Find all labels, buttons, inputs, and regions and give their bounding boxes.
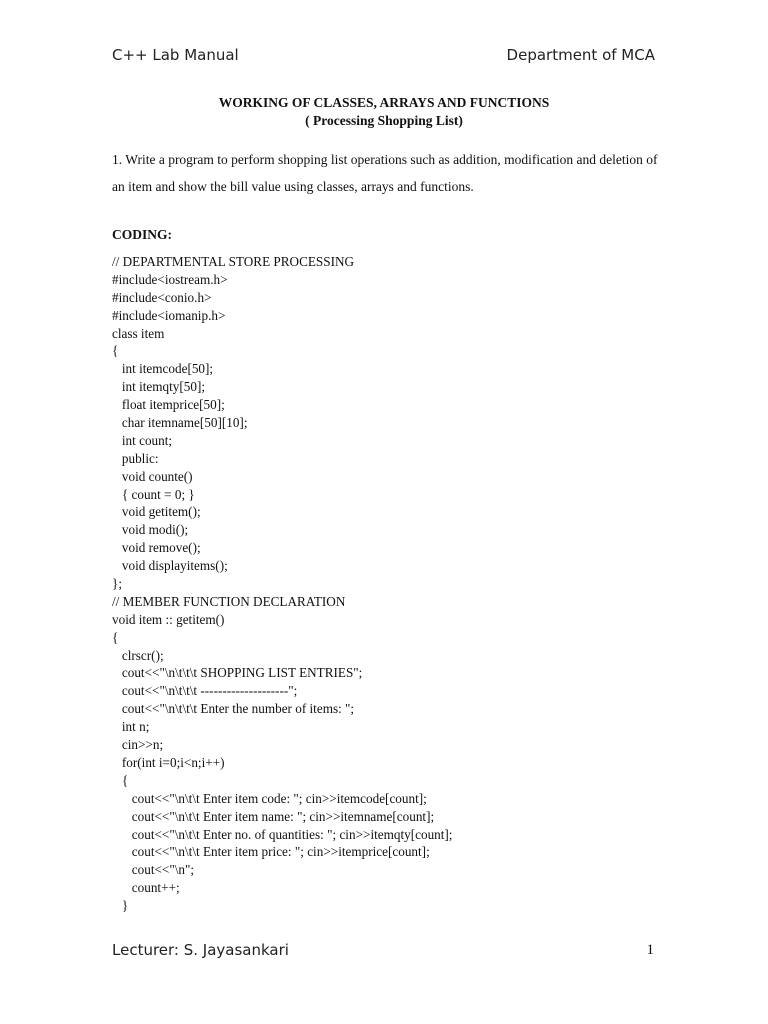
code-line: { bbox=[112, 343, 119, 359]
code-line: } bbox=[112, 898, 129, 914]
code-line: class item bbox=[112, 325, 165, 341]
code-line: // MEMBER FUNCTION DECLARATION bbox=[112, 593, 346, 609]
code-line: cout<<"\n\t\t\t --------------------"; bbox=[112, 683, 298, 699]
footer-lecturer: Lecturer: S. Jayasankari bbox=[112, 941, 289, 959]
code-line: { bbox=[112, 629, 119, 645]
document-title: WORKING OF CLASSES, ARRAYS AND FUNCTIONS bbox=[218, 95, 550, 110]
code-line: cin>>n; bbox=[112, 737, 164, 753]
document-title-block bbox=[0, 94, 768, 130]
code-line: char itemname[50][10]; bbox=[112, 415, 248, 431]
code-line: void displayitems(); bbox=[112, 558, 228, 574]
header-department: Department of MCA bbox=[506, 46, 655, 64]
question-text: 1. Write a program to perform shopping list operations such as addition, modification and deletion of an item and show the bill value using classes, arrays and functions. bbox=[112, 152, 658, 194]
header-manual-title: C++ Lab Manual bbox=[112, 46, 239, 64]
code-line: cout<<"\n\t\t\t Enter the number of items: "; bbox=[112, 701, 355, 717]
code-line: void item :: getitem() bbox=[112, 611, 225, 627]
code-line: clrscr(); bbox=[112, 647, 164, 663]
code-line: #include<conio.h> bbox=[112, 289, 212, 305]
code-line: cout<<"\n\t\t Enter item price: "; cin>>itemprice[count]; bbox=[112, 844, 430, 860]
code-line: cout<<"\n"; bbox=[112, 862, 195, 878]
code-line: #include<iomanip.h> bbox=[112, 307, 226, 323]
code-line: float itemprice[50]; bbox=[112, 397, 225, 413]
code-line: cout<<"\n\t\t Enter no. of quantities: "; cin>>itemqty[count]; bbox=[112, 826, 453, 842]
code-line: #include<iostream.h> bbox=[112, 271, 228, 287]
code-line: count++; bbox=[112, 880, 180, 896]
code-line: for(int i=0;i<n;i++) bbox=[112, 754, 225, 770]
page-number: 1 bbox=[646, 942, 654, 958]
code-line: public: bbox=[112, 450, 159, 466]
code-line: cout<<"\n\t\t Enter item code: "; cin>>itemcode[count]; bbox=[112, 790, 427, 806]
code-line: }; bbox=[112, 576, 122, 592]
coding-heading: CODING: bbox=[112, 227, 172, 242]
code-line: // DEPARTMENTAL STORE PROCESSING bbox=[112, 254, 355, 269]
code-line: void counte() bbox=[112, 468, 193, 484]
code-line: int itemcode[50]; bbox=[112, 361, 214, 377]
code-line: { bbox=[112, 772, 129, 788]
code-line: void getitem(); bbox=[112, 504, 201, 520]
code-line: int itemqty[50]; bbox=[112, 379, 206, 395]
code-line: void remove(); bbox=[112, 540, 201, 556]
code-line: cout<<"\n\t\t\t SHOPPING LIST ENTRIES"; bbox=[112, 665, 363, 681]
document-subtitle: ( Processing Shopping List) bbox=[305, 113, 463, 128]
code-line: void modi(); bbox=[112, 522, 189, 538]
code-line: cout<<"\n\t\t Enter item name: "; cin>>itemname[count]; bbox=[112, 808, 435, 824]
code-listing bbox=[112, 253, 452, 915]
code-line: int count; bbox=[112, 432, 173, 448]
code-line: { count = 0; } bbox=[112, 486, 195, 502]
code-line: int n; bbox=[112, 719, 150, 735]
